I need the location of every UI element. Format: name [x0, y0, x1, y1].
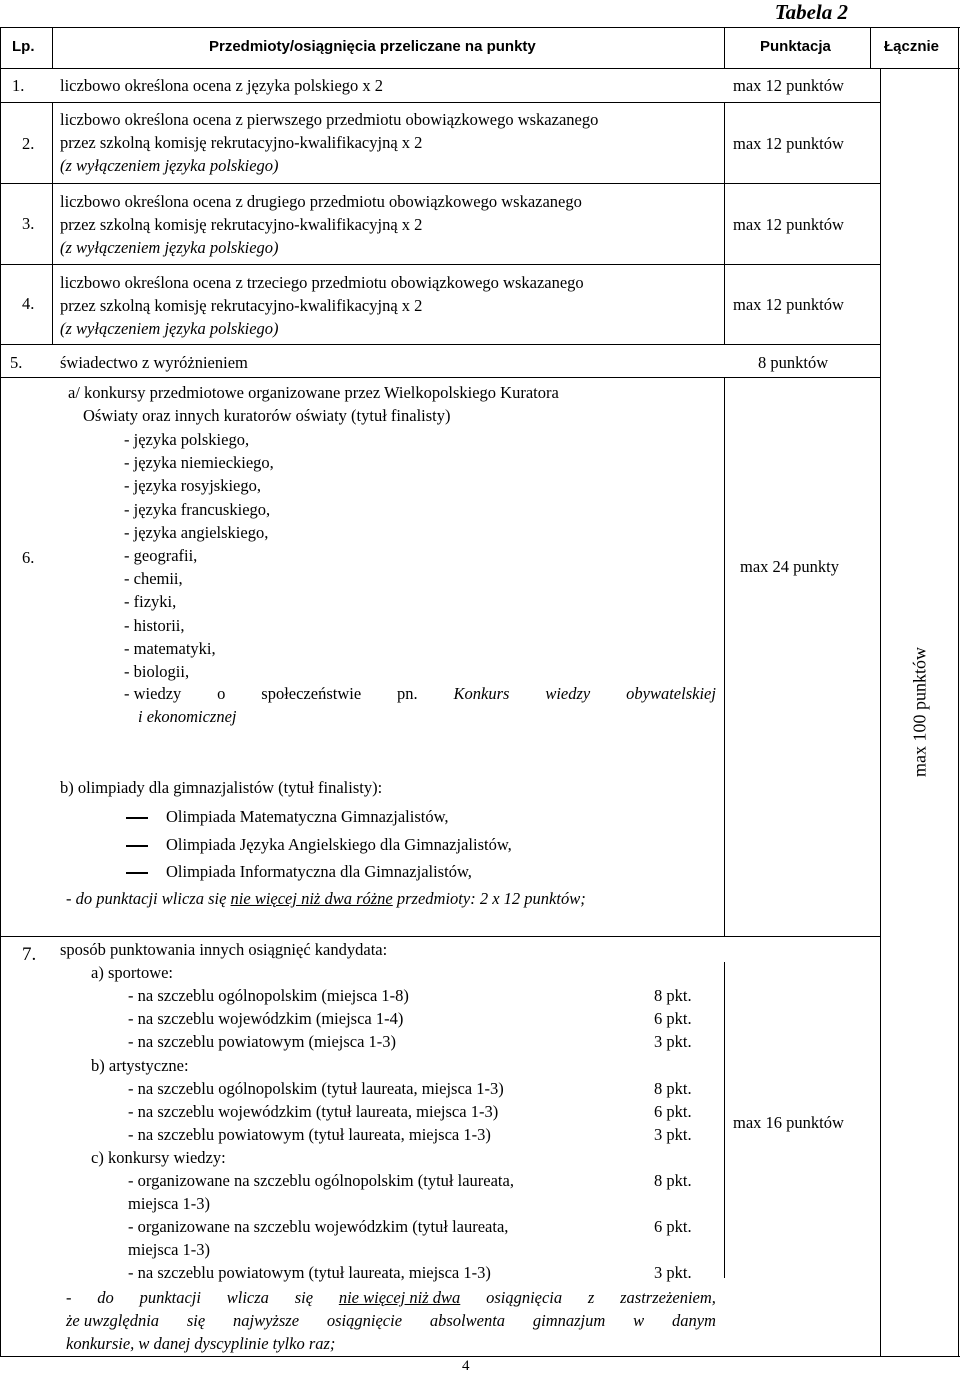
row4-number: 4.	[22, 294, 35, 313]
achievement-item: - na szczeblu wojewódzkim (tytuł laureata, miejsca 1-3)	[128, 1102, 499, 1121]
row1-text: liczbowo określona ocena z języka polskiego x 2	[60, 76, 384, 95]
subject-item: - języka francuskiego,	[124, 499, 271, 519]
row5-bottom-line	[0, 377, 880, 378]
row4-bottom-line	[0, 344, 880, 345]
wiedzy-word: obywatelskiej	[626, 684, 716, 703]
row4-line2: przez szkolną komisję rekrutacyjno-kwalifikacyjną x 2	[60, 296, 423, 315]
dash-bullet	[126, 817, 148, 819]
olympiad-item: Olimpiada Języka Angielskiego dla Gimnazjalistów,	[126, 835, 512, 855]
row6-a-line1: a/ konkursy przedmiotowe organizowane przez Wielkopolskiego Kuratora	[68, 383, 559, 402]
row7-note-line3: konkursie, w danej dyscyplinie tylko raz;	[66, 1334, 336, 1353]
row6-points: max 24 punkty	[740, 557, 839, 576]
achievement-points: 8 pkt.	[654, 1079, 692, 1098]
col-lacznie-divider-header	[870, 27, 871, 69]
subject-item: - fizyki,	[124, 592, 177, 612]
row7-note-line1: - do punktacji wlicza się nie więcej niż dwa osiągnięcia z zastrzeżeniem,	[66, 1288, 716, 1307]
page-number: 4	[462, 1358, 470, 1374]
achievement-points: 6 pkt.	[654, 1102, 692, 1121]
header-przedmioty: Przedmioty/osiągnięcia przeliczane na punkty	[209, 38, 536, 55]
wiedzy-word: - wiedzy	[124, 684, 182, 703]
row4-line1: liczbowo określona ocena z trzeciego przedmiotu obowiązkowego wskazanego	[60, 273, 584, 292]
col-lp-divider-header	[52, 27, 53, 69]
subject-item: - matematyki,	[124, 638, 216, 658]
col-punktacja-divider-2-4	[724, 102, 725, 345]
achievement-points: 3 pkt.	[654, 1032, 692, 1051]
subject-item: - biologii,	[124, 662, 190, 681]
row7-c-label: c) konkursy wiedzy:	[91, 1148, 226, 1167]
total-points: max 100 punktów	[909, 647, 930, 777]
row7-c2-line2: miejsca 1-3)	[128, 1240, 211, 1259]
achievement-item: - na szczeblu powiatowym (tytuł laureata, miejsca 1-3)	[128, 1125, 491, 1144]
achievement-item: - na szczeblu ogólnopolskim (miejsca 1-8)	[128, 986, 409, 1005]
row1-bottom-line	[0, 102, 880, 103]
row3-points: max 12 punktów	[733, 215, 844, 234]
row2-line3: (z wyłączeniem języka polskiego)	[60, 156, 279, 175]
wiedzy-word: pn.	[397, 684, 418, 703]
table-border-top	[0, 27, 960, 28]
table-caption: Tabela 2	[774, 0, 848, 24]
row7-intro: sposób punktowania innych osiągnięć kandydata:	[60, 940, 388, 959]
row7-a-label: a) sportowe:	[91, 963, 174, 982]
subject-item: - języka niemieckiego,	[124, 453, 274, 473]
row7-c1-line1: - organizowane na szczeblu ogólnopolskim (tytuł laureata,	[128, 1171, 514, 1190]
achievement-points: 6 pkt.	[654, 1009, 692, 1028]
subject-item: - języka polskiego,	[124, 430, 250, 449]
row7-c1-pts: 8 pkt.	[654, 1171, 692, 1190]
wiedzy-word: Konkurs	[453, 684, 510, 703]
achievement-item: - na szczeblu wojewódzkim (miejsca 1-4)	[128, 1009, 404, 1028]
row7-points: max 16 punktów	[733, 1113, 844, 1132]
row7-note-line2: że uwzględnia się najwyższe osiągnięcie absolwenta gimnazjum w danym	[66, 1311, 716, 1330]
row1-number: 1.	[12, 76, 25, 95]
row6-bottom-line	[0, 936, 880, 937]
row2-bottom-line	[0, 183, 880, 184]
header-lacznie: Łącznie	[884, 38, 940, 55]
col-punktacja-divider-6	[724, 377, 725, 937]
achievement-points: 3 pkt.	[654, 1125, 692, 1144]
row1-points: max 12 punktów	[733, 76, 844, 95]
subject-item: - języka angielskiego,	[124, 522, 269, 542]
col-right-border	[958, 27, 959, 1357]
header-bottom-line	[0, 68, 960, 69]
row3-line2: przez szkolną komisję rekrutacyjno-kwalifikacyjną x 2	[60, 215, 423, 234]
row5-points: 8 punktów	[758, 353, 829, 372]
subject-item: - języka rosyjskiego,	[124, 476, 262, 496]
col-lp-divider	[52, 102, 53, 345]
row5-number: 5.	[10, 353, 23, 372]
header-lp: Lp.	[12, 38, 35, 55]
row3-line3: (z wyłączeniem języka polskiego)	[60, 238, 279, 257]
olympiad-item: Olimpiada Matematyczna Gimnazjalistów,	[126, 807, 449, 827]
row7-b-label: b) artystyczne:	[91, 1056, 189, 1075]
row7-c1-line2: miejsca 1-3)	[128, 1194, 211, 1213]
row3-line1: liczbowo określona ocena z drugiego przedmiotu obowiązkowego wskazanego	[60, 192, 582, 211]
wiedzy-word: o	[217, 684, 226, 703]
row2-number: 2.	[22, 134, 35, 153]
row2-points: max 12 punktów	[733, 134, 844, 153]
col-punktacja-divider-header	[724, 27, 725, 69]
row7-c2-line1: - organizowane na szczeblu wojewódzkim (tytuł laureata,	[128, 1217, 509, 1236]
row7-c2-pts: 6 pkt.	[654, 1217, 692, 1236]
dash-bullet	[126, 845, 148, 847]
wiedzy-word: wiedzy	[545, 684, 591, 703]
row4-line3: (z wyłączeniem języka polskiego)	[60, 319, 279, 338]
dash-bullet	[126, 872, 148, 874]
row6-number: 6.	[22, 548, 35, 567]
row3-number: 3.	[22, 214, 35, 233]
table-border-bottom	[0, 1356, 960, 1357]
row4-points: max 12 punktów	[733, 295, 844, 314]
row6-a-line2: Oświaty oraz innych kuratorów oświaty (tytuł finalisty)	[83, 406, 451, 425]
row3-bottom-line	[0, 264, 880, 265]
row6-wiedzy-line	[124, 684, 716, 704]
row6-b-line: b) olimpiady dla gimnazjalistów (tytuł finalisty):	[60, 778, 383, 797]
row7-c3-text: - na szczeblu powiatowym (tytuł laureata, miejsca 1-3)	[128, 1263, 491, 1282]
achievement-item: - na szczeblu ogólnopolskim (tytuł laureata, miejsca 1-3)	[128, 1079, 504, 1098]
olympiad-item: Olimpiada Informatyczna dla Gimnazjalistów,	[126, 862, 472, 882]
achievement-points: 8 pkt.	[654, 986, 692, 1005]
subject-item: - geografii,	[124, 546, 198, 565]
col-lacznie-divider-7	[880, 936, 881, 1356]
col-punktacja-divider-7	[724, 962, 725, 1278]
row6-note: - do punktacji wlicza się nie więcej niż dwa różne przedmioty: 2 x 12 punktów;	[66, 889, 586, 908]
row5-text: świadectwo z wyróżnieniem	[60, 353, 248, 372]
achievement-item: - na szczeblu powiatowym (miejsca 1-3)	[128, 1032, 397, 1051]
subject-item: - chemii,	[124, 569, 183, 589]
col-left-border	[0, 27, 1, 1357]
subject-item: - historii,	[124, 615, 185, 635]
wiedzy-word: społeczeństwie	[261, 684, 362, 703]
col-lacznie-divider-6	[880, 69, 881, 937]
col-lp-divider-6	[52, 377, 53, 378]
header-punktacja: Punktacja	[760, 38, 831, 55]
row6-ekonomicznej: i ekonomicznej	[138, 707, 237, 726]
row2-line1: liczbowo określona ocena z pierwszego przedmiotu obowiązkowego wskazanego	[60, 110, 599, 129]
row2-line2: przez szkolną komisję rekrutacyjno-kwalifikacyjną x 2	[60, 133, 423, 152]
row7-number: 7.	[22, 944, 37, 965]
row7-c3-pts: 3 pkt.	[654, 1263, 692, 1282]
